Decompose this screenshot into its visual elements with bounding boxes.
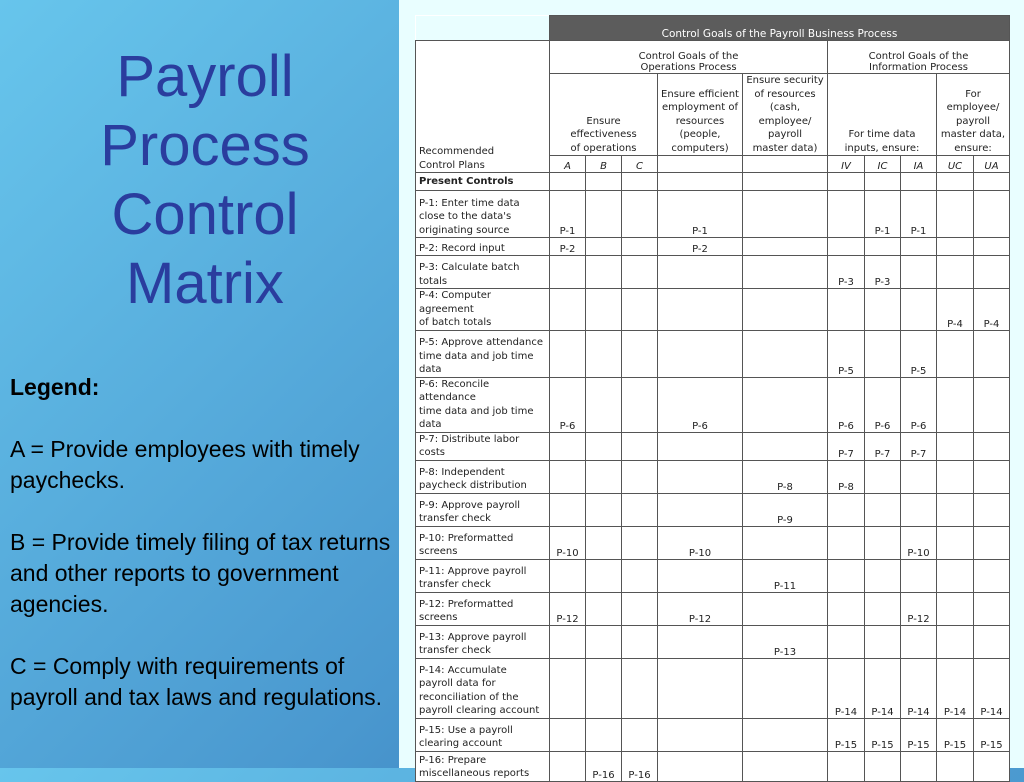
matrix-cell-b	[586, 330, 622, 377]
matrix-cell-c	[622, 330, 658, 377]
matrix-cell-c	[622, 559, 658, 592]
operations-goals-header: Control Goals of the Operations Process	[550, 41, 828, 74]
matrix-cell-b	[586, 377, 622, 432]
control-plan-label: P-8: Independent paycheck distribution	[416, 460, 550, 493]
matrix-cell-uc	[937, 493, 974, 526]
matrix-cell-uc	[937, 330, 974, 377]
matrix-cell-uc	[937, 238, 974, 256]
matrix-cell-ia	[901, 493, 937, 526]
matrix-cell-ua	[974, 625, 1010, 658]
matrix-cell-uc	[937, 191, 974, 238]
matrix-cell-sec	[743, 256, 828, 289]
matrix-cell-c	[622, 377, 658, 432]
matrix-cell-ic	[865, 559, 901, 592]
matrix-cell-a	[550, 330, 586, 377]
matrix-cell-c	[622, 432, 658, 460]
matrix-cell-ic	[865, 238, 901, 256]
matrix-cell-ua	[974, 592, 1010, 625]
control-matrix-table	[415, 15, 1010, 782]
col-code-b: B	[586, 156, 622, 173]
control-plan-label: P-7: Distribute labor costs	[416, 432, 550, 460]
matrix-cell-a: P-1	[550, 191, 586, 238]
legend-item-a: A = Provide employees with timely paychecks.	[10, 436, 360, 493]
table-row	[416, 432, 1010, 460]
matrix-cell-iv	[828, 289, 865, 331]
matrix-cell-ia	[901, 751, 937, 781]
matrix-cell-ua	[974, 377, 1010, 432]
matrix-cell-b	[586, 592, 622, 625]
matrix-cell-uc	[937, 460, 974, 493]
matrix-cell-uc	[937, 432, 974, 460]
matrix-cell-sec	[743, 432, 828, 460]
control-plan-label: P-14: Accumulate payroll data for reconciliation of the payroll clearing account	[416, 658, 550, 718]
matrix-cell-a	[550, 658, 586, 718]
matrix-cell-c	[622, 658, 658, 718]
matrix-cell-iv: P-6	[828, 377, 865, 432]
matrix-cell-a	[550, 432, 586, 460]
matrix-cell-c	[622, 526, 658, 559]
matrix-cell-iv: P-5	[828, 330, 865, 377]
matrix-cell-iv	[828, 191, 865, 238]
table-row	[416, 460, 1010, 493]
matrix-cell-b	[586, 493, 622, 526]
matrix-cell-ia: P-12	[901, 592, 937, 625]
matrix-cell-b	[586, 460, 622, 493]
matrix-cell-sec	[743, 751, 828, 781]
table-row	[416, 191, 1010, 238]
matrix-cell-eff	[658, 432, 743, 460]
col-code-uc: UC	[937, 156, 974, 173]
matrix-cell-iv	[828, 592, 865, 625]
matrix-cell-eff	[658, 460, 743, 493]
matrix-cell-uc: P-15	[937, 718, 974, 751]
matrix-cell-iv	[828, 559, 865, 592]
matrix-cell-ia: P-7	[901, 432, 937, 460]
control-plan-label: P-6: Reconcile attendance time data and job time data	[416, 377, 550, 432]
matrix-cell-a	[550, 256, 586, 289]
matrix-cell-ia: P-6	[901, 377, 937, 432]
matrix-cell-c	[622, 460, 658, 493]
slide-title: Payroll Process Control Matrix	[100, 44, 310, 316]
control-plan-label: P-3: Calculate batch totals	[416, 256, 550, 289]
col-code-ia: IA	[901, 156, 937, 173]
matrix-cell-ic	[865, 526, 901, 559]
matrix-cell-ic	[865, 625, 901, 658]
matrix-cell-ic	[865, 751, 901, 781]
matrix-cell-uc: P-14	[937, 658, 974, 718]
table-row	[416, 493, 1010, 526]
matrix-cell-ua	[974, 191, 1010, 238]
matrix-top-header-row	[416, 16, 1010, 41]
table-row	[416, 718, 1010, 751]
matrix-cell-ua	[974, 559, 1010, 592]
matrix-cell-eff	[658, 289, 743, 331]
matrix-group-header-row	[416, 41, 1010, 74]
matrix-cell-ua: P-15	[974, 718, 1010, 751]
matrix-cell-ia: P-5	[901, 330, 937, 377]
matrix-cell-eff	[658, 493, 743, 526]
efficient-resources-header: Ensure efficient employment of resources (people, computers)	[658, 74, 743, 156]
matrix-cell-sec	[743, 526, 828, 559]
col-code-blank	[743, 156, 828, 173]
matrix-cell-uc	[937, 559, 974, 592]
matrix-cell-c	[622, 256, 658, 289]
col-code-c: C	[622, 156, 658, 173]
matrix-cell-sec: P-11	[743, 559, 828, 592]
matrix-cell-b	[586, 289, 622, 331]
matrix-cell-ia	[901, 256, 937, 289]
matrix-cell-a	[550, 460, 586, 493]
control-plan-label: P-4: Computer agreement of batch totals	[416, 289, 550, 331]
matrix-cell-b	[586, 658, 622, 718]
security-resources-header: Ensure security of resources (cash, employee/ payroll master data)	[743, 74, 828, 156]
matrix-cell-a: P-10	[550, 526, 586, 559]
matrix-cell-ic	[865, 460, 901, 493]
matrix-cell-c	[622, 238, 658, 256]
matrix-cell-b: P-16	[586, 751, 622, 781]
control-plan-label: P-2: Record input	[416, 238, 550, 256]
matrix-cell-iv	[828, 493, 865, 526]
col-code-blank	[658, 156, 743, 173]
matrix-cell-ua	[974, 432, 1010, 460]
matrix-cell-ua	[974, 460, 1010, 493]
table-row	[416, 238, 1010, 256]
matrix-cell-b	[586, 526, 622, 559]
matrix-cell-ua	[974, 751, 1010, 781]
matrix-cell-sec: P-13	[743, 625, 828, 658]
matrix-cell-a	[550, 625, 586, 658]
matrix-cell-c	[622, 289, 658, 331]
table-row	[416, 256, 1010, 289]
matrix-cell-ua	[974, 526, 1010, 559]
matrix-cell-c	[622, 493, 658, 526]
legend-heading: Legend:	[10, 374, 100, 400]
table-row	[416, 658, 1010, 718]
matrix-cell-c	[622, 718, 658, 751]
matrix-cell-c	[622, 625, 658, 658]
matrix-cell-uc	[937, 625, 974, 658]
matrix-cell-iv: P-15	[828, 718, 865, 751]
matrix-cell-eff	[658, 718, 743, 751]
control-plan-label: P-10: Preformatted screens	[416, 526, 550, 559]
matrix-cell-c	[622, 592, 658, 625]
matrix-cell-sec	[743, 718, 828, 751]
col-code-ua: UA	[974, 156, 1010, 173]
matrix-cell-ia	[901, 289, 937, 331]
matrix-cell-ia: P-1	[901, 191, 937, 238]
matrix-cell-eff: P-10	[658, 526, 743, 559]
matrix-cell-ia: P-15	[901, 718, 937, 751]
matrix-cell-b	[586, 559, 622, 592]
matrix-cell-ia: P-14	[901, 658, 937, 718]
matrix-cell-sec	[743, 592, 828, 625]
matrix-cell-eff: P-12	[658, 592, 743, 625]
table-row	[416, 625, 1010, 658]
matrix-cell-uc	[937, 751, 974, 781]
matrix-cell-ic: P-1	[865, 191, 901, 238]
matrix-cell-uc	[937, 256, 974, 289]
matrix-cell-b	[586, 256, 622, 289]
col-code-a: A	[550, 156, 586, 173]
matrix-cell-ua: P-4	[974, 289, 1010, 331]
matrix-cell-b	[586, 191, 622, 238]
matrix-cell-eff	[658, 751, 743, 781]
control-plan-label: P-15: Use a payroll clearing account	[416, 718, 550, 751]
matrix-cell-b	[586, 432, 622, 460]
matrix-cell-c: P-16	[622, 751, 658, 781]
matrix-cell-iv	[828, 625, 865, 658]
legend	[10, 372, 395, 744]
matrix-cell-eff	[658, 256, 743, 289]
matrix-cell-c	[622, 191, 658, 238]
matrix-cell-b	[586, 238, 622, 256]
matrix-cell-iv: P-14	[828, 658, 865, 718]
master-data-header: For employee/ payroll master data, ensure:	[937, 74, 1010, 156]
matrix-cell-iv: P-8	[828, 460, 865, 493]
matrix-cell-uc	[937, 526, 974, 559]
matrix-cell-a	[550, 718, 586, 751]
present-controls-row	[416, 173, 1010, 191]
control-plan-label: P-16: Prepare miscellaneous reports	[416, 751, 550, 781]
matrix-cell-eff	[658, 330, 743, 377]
table-row	[416, 330, 1010, 377]
matrix-cell-iv	[828, 526, 865, 559]
matrix-cell-eff: P-1	[658, 191, 743, 238]
matrix-cell-iv: P-3	[828, 256, 865, 289]
matrix-cell-ic: P-14	[865, 658, 901, 718]
matrix-cell-ic: P-3	[865, 256, 901, 289]
matrix-cell-eff: P-6	[658, 377, 743, 432]
matrix-cell-sec	[743, 330, 828, 377]
matrix-cell-ic	[865, 592, 901, 625]
matrix-cell-ic: P-7	[865, 432, 901, 460]
matrix-cell-b	[586, 625, 622, 658]
matrix-cell-a: P-6	[550, 377, 586, 432]
matrix-cell-ia	[901, 625, 937, 658]
control-plan-label: P-11: Approve payroll transfer check	[416, 559, 550, 592]
matrix-cell-sec	[743, 191, 828, 238]
control-plan-label: P-12: Preformatted screens	[416, 592, 550, 625]
time-data-inputs-header: For time data inputs, ensure:	[828, 74, 937, 156]
matrix-cell-eff	[658, 559, 743, 592]
matrix-cell-ia	[901, 460, 937, 493]
matrix-cell-ua	[974, 330, 1010, 377]
control-plan-label: P-13: Approve payroll transfer check	[416, 625, 550, 658]
legend-item-c: C = Comply with requirements of payroll and tax laws and regulations.	[10, 653, 383, 710]
information-goals-header: Control Goals of the Information Process	[828, 41, 1010, 74]
table-row	[416, 592, 1010, 625]
matrix-cell-iv: P-7	[828, 432, 865, 460]
matrix-cell-ic: P-6	[865, 377, 901, 432]
matrix-cell-eff	[658, 625, 743, 658]
matrix-cell-ic	[865, 289, 901, 331]
matrix-cell-a	[550, 559, 586, 592]
col-code-ic: IC	[865, 156, 901, 173]
control-plan-label: P-9: Approve payroll transfer check	[416, 493, 550, 526]
matrix-cell-eff: P-2	[658, 238, 743, 256]
recommended-control-plans-header: Recommended Control Plans	[416, 41, 550, 173]
payroll-goals-header: Control Goals of the Payroll Business Process	[550, 16, 1010, 41]
matrix-cell-sec: P-9	[743, 493, 828, 526]
table-row	[416, 751, 1010, 781]
matrix-cell-uc: P-4	[937, 289, 974, 331]
matrix-cell-ua	[974, 256, 1010, 289]
matrix-cell-a: P-12	[550, 592, 586, 625]
effectiveness-header: Ensure effectiveness of operations	[550, 74, 658, 156]
matrix-cell-sec	[743, 289, 828, 331]
matrix-cell-iv	[828, 751, 865, 781]
matrix-cell-a	[550, 289, 586, 331]
matrix-cell-a: P-2	[550, 238, 586, 256]
control-plan-label: P-5: Approve attendance time data and job time data	[416, 330, 550, 377]
matrix-cell-a	[550, 493, 586, 526]
matrix-cell-ua	[974, 238, 1010, 256]
matrix-cell-sec	[743, 658, 828, 718]
matrix-cell-ua	[974, 493, 1010, 526]
matrix-cell-ua: P-14	[974, 658, 1010, 718]
matrix-cell-ia: P-10	[901, 526, 937, 559]
control-plan-label: P-1: Enter time data close to the data's originating source	[416, 191, 550, 238]
table-row	[416, 377, 1010, 432]
matrix-cell-iv	[828, 238, 865, 256]
matrix-cell-ic	[865, 493, 901, 526]
matrix-cell-uc	[937, 377, 974, 432]
matrix-cell-ic	[865, 330, 901, 377]
present-controls-label: Present Controls	[416, 173, 550, 191]
matrix-cell-b	[586, 718, 622, 751]
table-row	[416, 526, 1010, 559]
matrix-cell-a	[550, 751, 586, 781]
matrix-cell-eff	[658, 658, 743, 718]
table-row	[416, 559, 1010, 592]
matrix-cell-ic: P-15	[865, 718, 901, 751]
matrix-cell-sec: P-8	[743, 460, 828, 493]
matrix-cell-ia	[901, 238, 937, 256]
matrix-cell-sec	[743, 377, 828, 432]
legend-item-b: B = Provide timely filing of tax returns and other reports to government agencies.	[10, 529, 391, 617]
col-code-iv: IV	[828, 156, 865, 173]
matrix-cell-uc	[937, 592, 974, 625]
table-row	[416, 289, 1010, 331]
matrix-cell-ia	[901, 559, 937, 592]
matrix-cell-sec	[743, 238, 828, 256]
